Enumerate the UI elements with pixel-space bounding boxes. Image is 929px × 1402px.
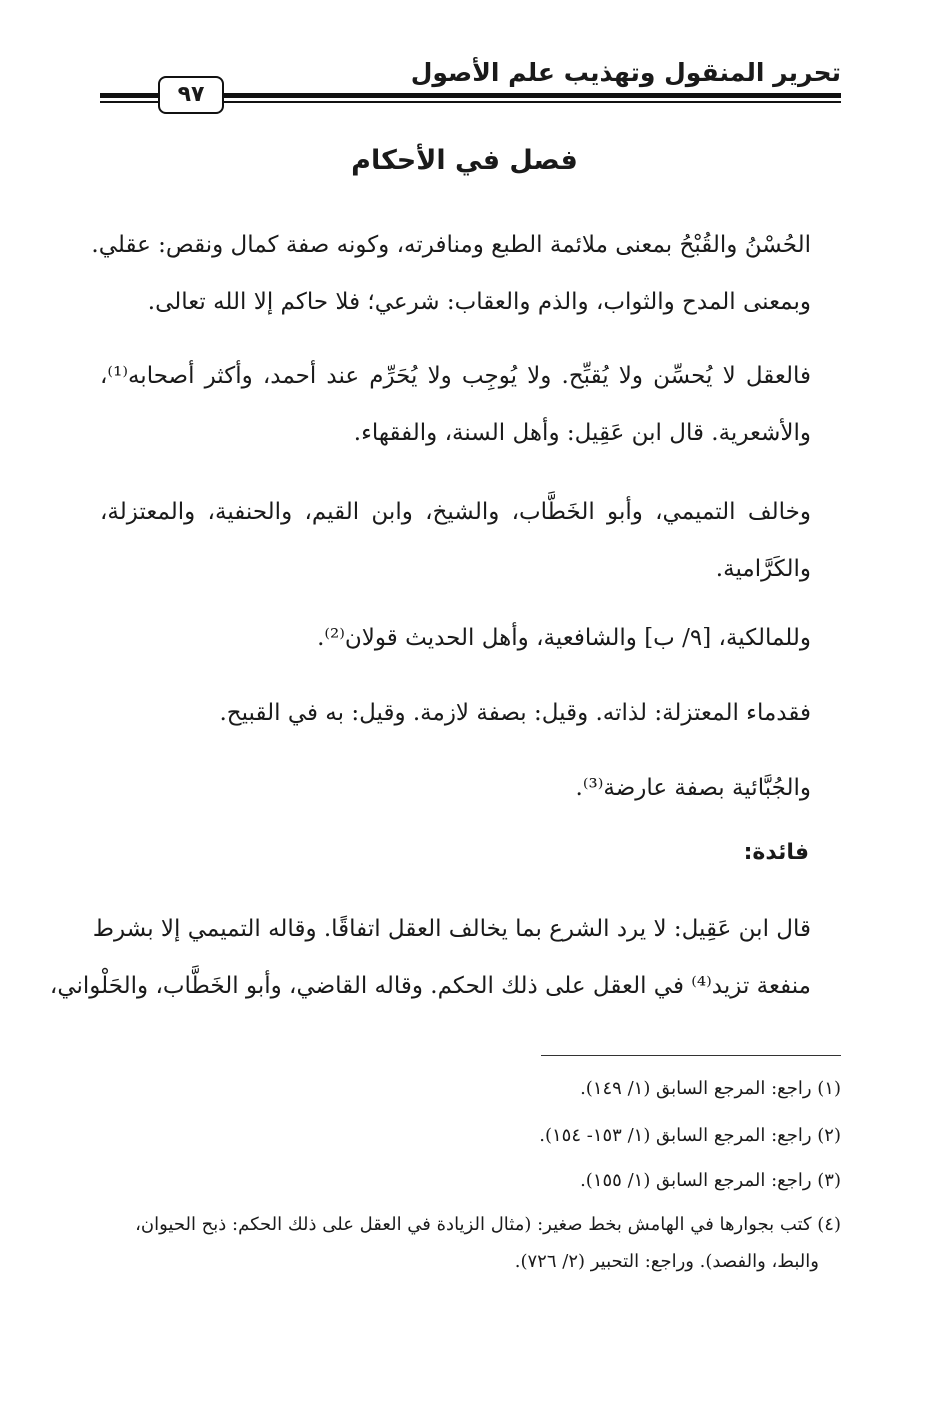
paragraph-line: فقدماء المعتزلة: لذاته. وقيل: بصفة لازمة. وقيل: به في القبيح.	[219, 700, 811, 726]
paragraph-6	[100, 760, 841, 817]
paragraph-line: منفعة تزيد⁽⁴⁾ في العقل على ذلك الحكم. وقاله القاضي، وأبو الخَطَّاب، والحَلْواني،	[49, 973, 811, 999]
paragraph-line: والجُبَّائية بصفة عارضة⁽³⁾.	[575, 775, 811, 801]
paragraph-line: فالعقل لا يُحسِّن ولا يُقبِّح. ولا يُوجِب ولا يُحَرِّم عند أحمد، وأكثر أصحابه⁽¹⁾،	[100, 363, 811, 389]
footnote-4-continuation: والبط، والفصد). وراجع: التحبير (٢/ ٧٢٦).	[514, 1251, 819, 1272]
paragraph-line: والكَرَّامية.	[715, 556, 811, 582]
footnote-3: (٣) راجع: المرجع السابق (١/ ١٥٥).	[580, 1170, 841, 1191]
paragraph-line: الحُسْنُ والقُبْحُ بمعنى ملائمة الطبع ومنافرته، وكونه صفة كمال ونقص: عقلي.	[91, 232, 811, 258]
paragraph-7	[49, 901, 841, 1015]
paragraph-line: وخالف التميمي، وأبو الخَطَّاب، والشيخ، وابن القيم، والحنفية، والمعتزلة،	[100, 499, 811, 525]
footnote-1: (١) راجع: المرجع السابق (١/ ١٤٩).	[580, 1078, 841, 1099]
paragraph-2	[100, 348, 841, 462]
paragraph-5	[100, 685, 841, 742]
running-title: تحرير المنقول وتهذيب علم الأصول	[410, 58, 841, 87]
paragraph-1	[91, 217, 841, 331]
footnote-separator	[541, 1055, 841, 1056]
paragraph-line: وللمالكية، [٩/ ب] والشافعية، وأهل الحديث قولان⁽²⁾.	[317, 625, 811, 651]
page-number: ٩٧	[158, 76, 224, 114]
paragraph-line: قال ابن عَقِيل: لا يرد الشرع بما يخالف العقل اتفاقًا. وقاله التميمي إلا بشرط	[92, 916, 811, 942]
footnote-2: (٢) راجع: المرجع السابق (١/ ١٥٣- ١٥٤).	[539, 1125, 841, 1146]
paragraph-line: وبمعنى المدح والثواب، والذم والعقاب: شرعي؛ فلا حاكم إلا الله تعالى.	[147, 289, 811, 315]
footnote-4: (٤) كتب بجوارها في الهامش بخط صغير: (مثال الزيادة في العقل على ذلك الحكم: ذبح الحيوان،	[135, 1214, 841, 1235]
chapter-title: فصل في الأحكام	[351, 145, 578, 176]
paragraph-3	[100, 484, 841, 598]
paragraph-line: والأشعرية. قال ابن عَقِيل: وأهل السنة، والفقهاء.	[353, 420, 811, 446]
paragraph-4	[100, 610, 841, 667]
subheading: فائدة:	[743, 840, 809, 865]
